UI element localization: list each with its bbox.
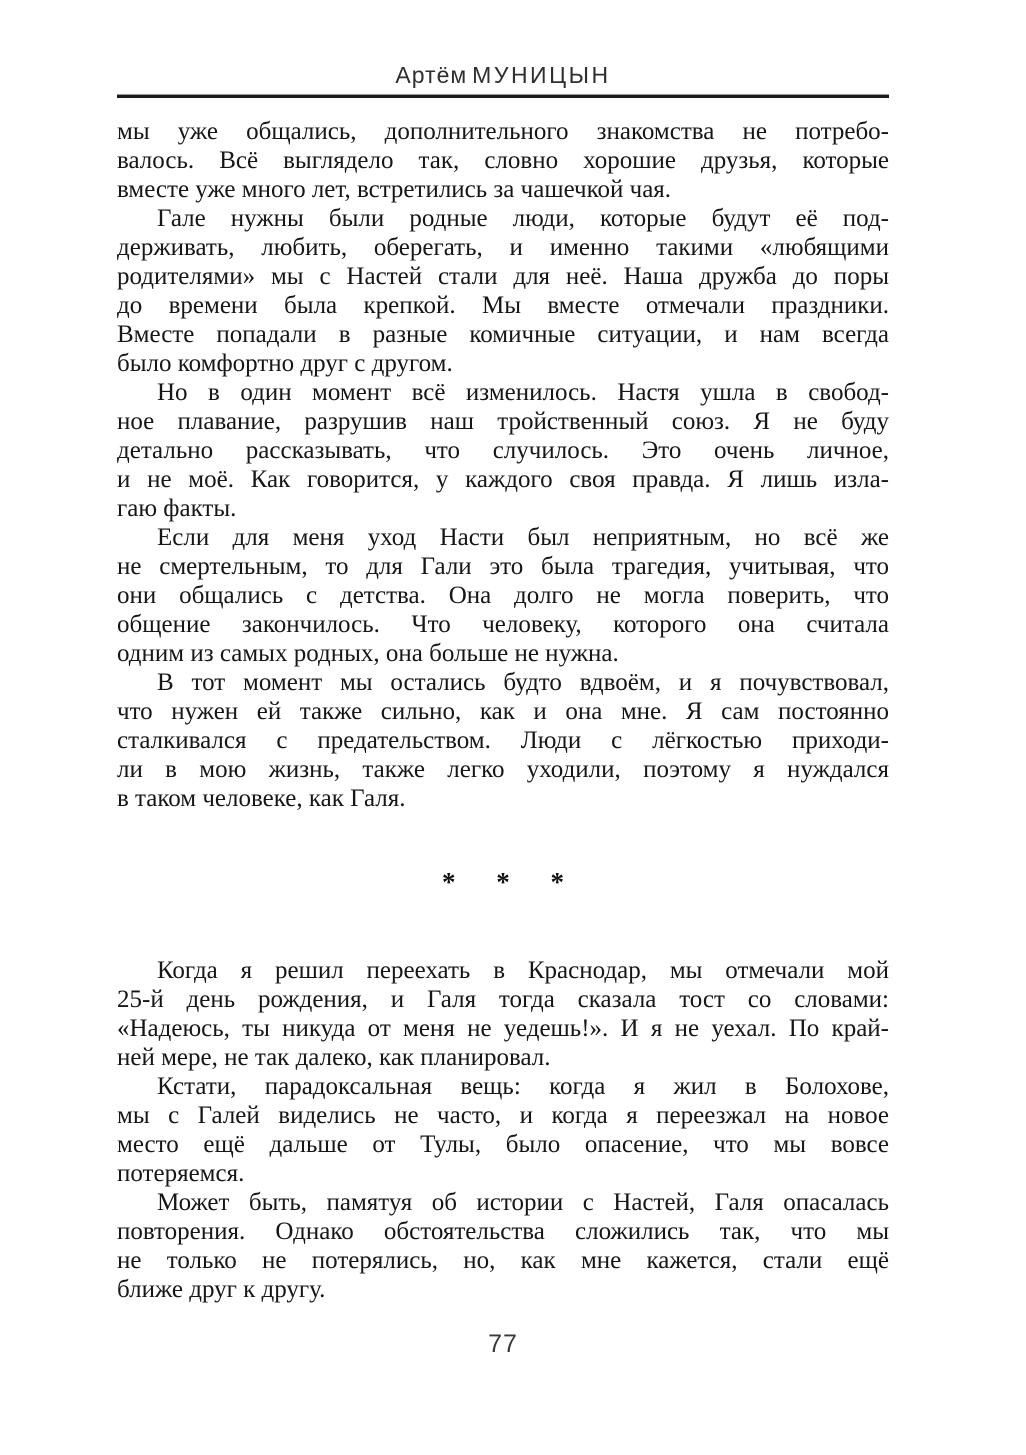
text-line: ное плавание, разрушив наш тройственный союз. Я не буду: [117, 408, 889, 435]
running-header: [117, 0, 889, 89]
text-line: повторения. Однако обстоятельства сложились так, что мы: [117, 1218, 889, 1245]
text-line: не только не потерялись, но, как мне кажется, стали ещё: [117, 1247, 889, 1274]
paragraph: [117, 956, 889, 1072]
text-column: [117, 0, 889, 1359]
paragraph: [117, 523, 889, 668]
body-text-block-1: [117, 117, 889, 813]
text-line: сталкивался с предательством. Люди с лёгкостью приходи-: [117, 727, 889, 754]
text-line: до времени была крепкой. Мы вместе отмечали праздники.: [117, 292, 889, 319]
text-line: Но в один момент всё изменилось. Настя ушла в свобод-: [157, 379, 889, 406]
text-line: мы с Галей виделись не часто, и когда я переезжал на новое: [117, 1102, 889, 1129]
author-first-name: Артём: [395, 62, 468, 88]
paragraph: [117, 1072, 889, 1188]
section-separator: * * *: [442, 867, 564, 897]
text-line: что нужен ей также сильно, как и она мне. Я сам постоянно: [117, 698, 889, 725]
text-line: гаю факты.: [117, 495, 237, 522]
paragraph: [117, 378, 889, 523]
text-line: Вместе попадали в разные комичные ситуации, и нам всегда: [117, 321, 889, 348]
text-line: «Надеюсь, ты никуда от меня не уедешь!». И я не уехал. По край-: [117, 1015, 889, 1042]
text-line: ближе друг к другу.: [117, 1276, 326, 1303]
text-line: в таком человеке, как Галя.: [117, 785, 406, 812]
text-line: ней мере, не так далеко, как планировал.: [117, 1044, 551, 1071]
text-line: держивать, любить, оберегать, и именно такими «любящими: [117, 234, 889, 261]
text-line: место ещё дальше от Тулы, было опасение, что мы вовсе: [117, 1131, 889, 1158]
text-line: одним из самых родных, она больше не нужна.: [117, 640, 619, 667]
paragraph: [117, 117, 889, 204]
body-text-block-2: [117, 956, 889, 1304]
text-line: Когда я решил переехать в Краснодар, мы отмечали мой: [157, 957, 889, 984]
paragraph: [117, 668, 889, 813]
text-line: было комфортно друг с другом.: [117, 350, 453, 377]
header-rule: [117, 94, 889, 98]
text-line: потеряемся.: [117, 1160, 245, 1187]
text-line: мы уже общались, дополнительного знакомства не потребо-: [117, 118, 889, 145]
text-line: Если для меня уход Насти был неприятным, но всё же: [157, 524, 889, 551]
text-line: Гале нужны были родные люди, которые будут её под-: [157, 205, 889, 232]
text-line: общение закончилось. Что человеку, которого она считала: [117, 611, 889, 638]
text-line: детально рассказывать, что случилось. Это очень личное,: [117, 437, 889, 464]
paragraph: [117, 1188, 889, 1304]
text-line: валось. Всё выглядело так, словно хорошие друзья, которые: [117, 147, 889, 174]
text-line: 25-й день рождения, и Галя тогда сказала тост со словами:: [117, 986, 889, 1013]
author-surname: МУНИЦЫН: [472, 62, 611, 88]
text-line: В тот момент мы остались будто вдвоём, и я почувствовал,: [157, 669, 889, 696]
text-line: вместе уже много лет, встретились за чашечкой чая.: [117, 176, 672, 203]
text-line: ли в мою жизнь, также легко уходили, поэтому я нуждался: [117, 756, 889, 783]
text-line: они общались с детства. Она долго не могла поверить, что: [117, 582, 889, 609]
text-line: и не моё. Как говорится, у каждого своя правда. Я лишь изла-: [117, 466, 889, 493]
text-line: Может быть, памятуя об истории с Настей, Галя опасалась: [157, 1189, 889, 1216]
text-line: Кстати, парадоксальная вещь: когда я жил в Болохове,: [157, 1073, 889, 1100]
paragraph: [117, 204, 889, 378]
text-line: родителями» мы с Настей стали для неё. Наша дружба до поры: [117, 263, 889, 290]
page-number: 77: [488, 1330, 518, 1358]
text-line: не смертельным, то для Гали это была трагедия, учитывая, что: [117, 553, 889, 580]
